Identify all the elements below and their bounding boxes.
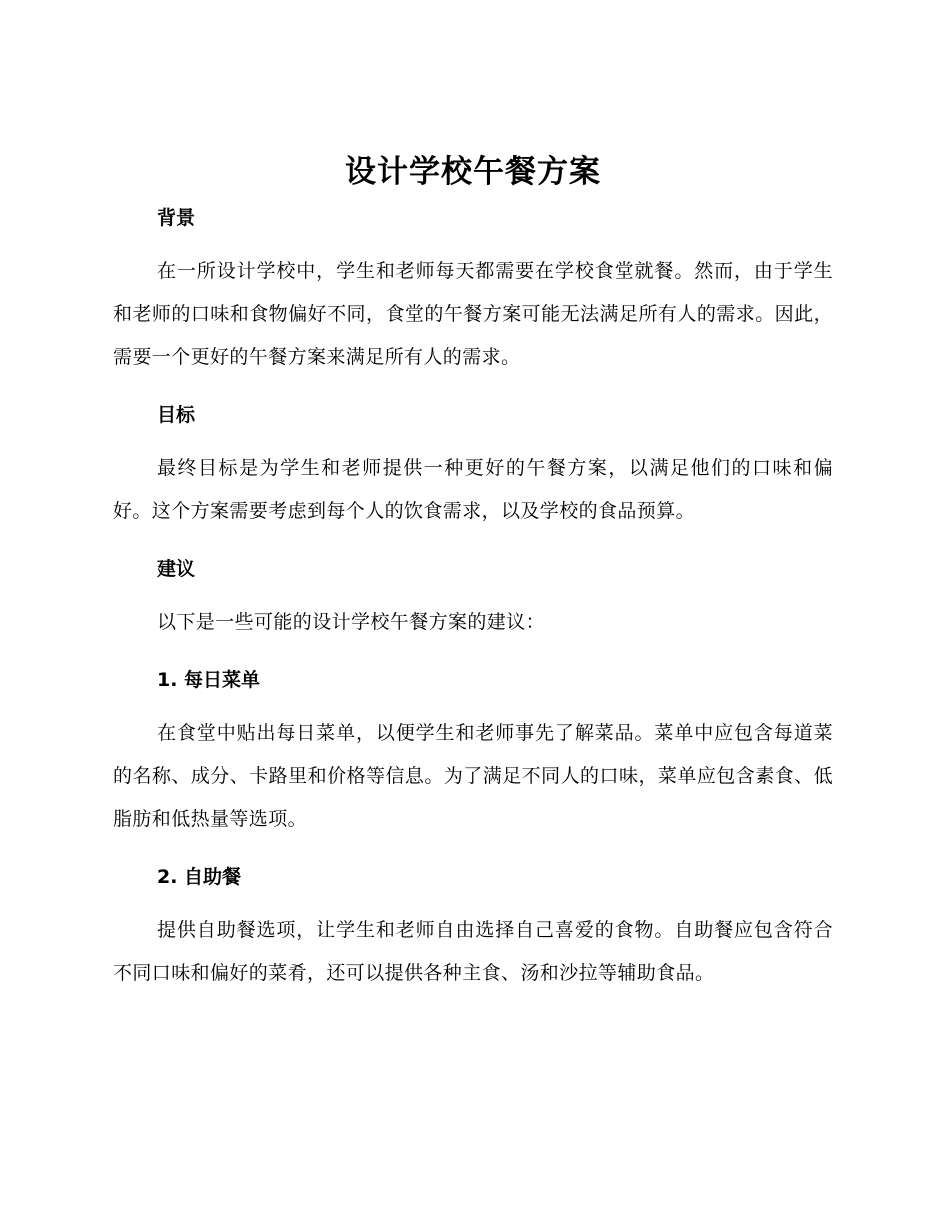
document-page bbox=[113, 150, 833, 995]
section-text-suggestions: 以下是一些可能的设计学校午餐方案的建议： bbox=[157, 611, 546, 633]
document-title: 设计学校午餐方案 bbox=[345, 154, 601, 190]
section-text-daily-menu: 在食堂中贴出每日菜单，以便学生和老师事先了解菜品。菜单中应包含每道菜的名称、成分、卡路里和价格等信息。为了满足不同人的口味，菜单应包含素食、低脂肪和低热量等选项。 bbox=[113, 722, 833, 830]
section-text-goal: 最终目标是为学生和老师提供一种更好的午餐方案，以满足他们的口味和偏好。这个方案需要考虑到每个人的饮食需求，以及学校的食品预算。 bbox=[113, 457, 833, 522]
section-text-buffet: 提供自助餐选项，让学生和老师自由选择自己喜爱的食物。自助餐应包含符合不同口味和偏好的菜肴，还可以提供各种主食、汤和沙拉等辅助食品。 bbox=[113, 919, 833, 984]
section-heading-suggestions: 建议 bbox=[157, 558, 196, 580]
section-text-background: 在一所设计学校中，学生和老师每天都需要在学校食堂就餐。然而，由于学生和老师的口味和食物偏好不同，食堂的午餐方案可能无法满足所有人的需求。因此，需要一个更好的午餐方案来满足所有人的需求。 bbox=[113, 260, 833, 368]
section-heading-buffet: 2. 自助餐 bbox=[157, 866, 242, 888]
section-heading-goal: 目标 bbox=[157, 404, 196, 426]
section-heading-background: 背景 bbox=[157, 207, 196, 229]
section-heading-daily-menu: 1. 每日菜单 bbox=[157, 669, 261, 691]
